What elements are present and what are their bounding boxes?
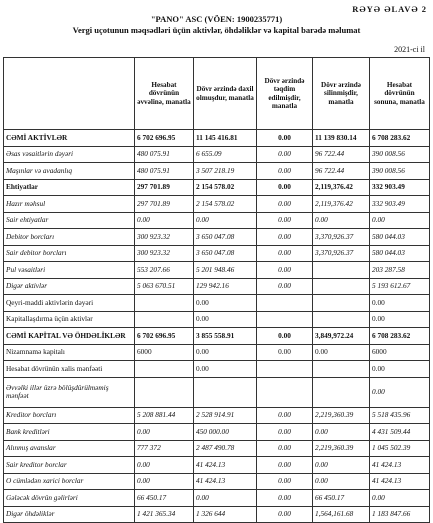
- row-label: Sair debitor borcları: [4, 245, 135, 262]
- cell-value: 0.00: [257, 424, 313, 441]
- cell-value: 2 154 578.02: [194, 179, 257, 196]
- cell-value: 5 518 435.96: [370, 407, 430, 424]
- cell-value: 0.00: [257, 130, 313, 147]
- cell-value: 390 008.56: [370, 163, 430, 180]
- cell-value: 66 450.17: [135, 490, 194, 507]
- cell-value: 5 063 670.51: [135, 278, 194, 295]
- cell-value: 3,370,926.37: [313, 229, 370, 246]
- cell-value: 3 650 047.08: [194, 229, 257, 246]
- cell-value: 0.00: [257, 245, 313, 262]
- table-row: [4, 163, 430, 180]
- table-row: [4, 179, 430, 196]
- table-row: [4, 344, 430, 361]
- cell-value: 1 045 502.39: [370, 440, 430, 457]
- cell-value: 0.00: [370, 311, 430, 328]
- row-label: Ehtiyatlar: [4, 179, 135, 196]
- cell-value: 0.00: [313, 473, 370, 490]
- cell-value: [257, 295, 313, 312]
- table-body: [4, 130, 430, 523]
- cell-value: 1 326 644: [194, 506, 257, 523]
- cell-value: 0.00: [257, 407, 313, 424]
- table-row: [4, 212, 430, 229]
- cell-value: 0.00: [257, 262, 313, 279]
- cell-value: 0.00: [194, 490, 257, 507]
- cell-value: 0.00: [257, 146, 313, 163]
- row-label: Nizamnamə kapitalı: [4, 344, 135, 361]
- cell-value: 553 207.66: [135, 262, 194, 279]
- cell-value: [194, 377, 257, 407]
- column-header: Dövr ərzində silinmişdir, manatla: [313, 58, 370, 130]
- cell-value: 0.00: [257, 163, 313, 180]
- cell-value: 6 655.09: [194, 146, 257, 163]
- cell-value: 3 650 047.08: [194, 245, 257, 262]
- cell-value: 0.00: [257, 179, 313, 196]
- table-row: [4, 130, 430, 147]
- cell-value: 203 287.58: [370, 262, 430, 279]
- row-label: Maşınlar və avadanlıq: [4, 163, 135, 180]
- cell-value: 0.00: [370, 361, 430, 378]
- cell-value: 0.00: [194, 361, 257, 378]
- cell-value: 480 075.91: [135, 163, 194, 180]
- cell-value: 3 507 218.19: [194, 163, 257, 180]
- table-row: [4, 377, 430, 407]
- cell-value: [135, 311, 194, 328]
- cell-value: 0.00: [370, 212, 430, 229]
- cell-value: 41 424.13: [194, 457, 257, 474]
- row-label: Kapitallaşdırma üçün aktivlər: [4, 311, 135, 328]
- cell-value: 3,370,926.37: [313, 245, 370, 262]
- cell-value: 2 487 490.78: [194, 440, 257, 457]
- cell-value: [313, 295, 370, 312]
- cell-value: 0.00: [135, 473, 194, 490]
- cell-value: 480 075.91: [135, 146, 194, 163]
- cell-value: 0.00: [194, 344, 257, 361]
- table-row: [4, 311, 430, 328]
- cell-value: 0.00: [257, 440, 313, 457]
- cell-value: 0.00: [194, 212, 257, 229]
- table-row: [4, 262, 430, 279]
- column-header: [4, 58, 135, 130]
- cell-value: 0.00: [257, 506, 313, 523]
- cell-value: 2,119,376.42: [313, 179, 370, 196]
- cell-value: 0.00: [257, 490, 313, 507]
- cell-value: 0.00: [257, 473, 313, 490]
- cell-value: [135, 377, 194, 407]
- cell-value: 0.00: [313, 457, 370, 474]
- cell-value: 777 372: [135, 440, 194, 457]
- cell-value: 297 701.89: [135, 196, 194, 213]
- cell-value: 297 701.89: [135, 179, 194, 196]
- document-subtitle: Vergi uçotunun məqsədləri üçün aktivlər, öhdəliklər və kapital barədə məlumat: [72, 25, 361, 35]
- row-label: Alınmış avanslar: [4, 440, 135, 457]
- cell-value: 2,119,376.42: [313, 196, 370, 213]
- cell-value: 0.00: [313, 424, 370, 441]
- cell-value: 0.00: [194, 311, 257, 328]
- cell-value: 0.00: [370, 377, 430, 407]
- table-row: [4, 490, 430, 507]
- column-header: Dövr ərzində təqdim edilmişdir, manatla: [257, 58, 313, 130]
- cell-value: 96 722.44: [313, 163, 370, 180]
- cell-value: 1,564,161.68: [313, 506, 370, 523]
- cell-value: 390 008.56: [370, 146, 430, 163]
- cell-value: 580 044.03: [370, 229, 430, 246]
- table-row: [4, 407, 430, 424]
- row-label: CƏMİ AKTİVLƏR: [4, 130, 135, 147]
- cell-value: 11 139 830.14: [313, 130, 370, 147]
- column-header: Hesabat dövrünün əvvəlinə, manatla: [135, 58, 194, 130]
- cell-value: 3,849,972.24: [313, 328, 370, 345]
- cell-value: 0.00: [135, 424, 194, 441]
- table-row: [4, 229, 430, 246]
- cell-value: 332 903.49: [370, 179, 430, 196]
- cell-value: 41 424.13: [370, 473, 430, 490]
- cell-value: 0.00: [257, 457, 313, 474]
- cell-value: 6000: [370, 344, 430, 361]
- row-label: Sair kreditor borclar: [4, 457, 135, 474]
- cell-value: 0.00: [194, 295, 257, 312]
- cell-value: [313, 278, 370, 295]
- cell-value: 6 702 696.95: [135, 328, 194, 345]
- table-row: [4, 295, 430, 312]
- row-label: Digər aktivlər: [4, 278, 135, 295]
- cell-value: 300 923.32: [135, 245, 194, 262]
- cell-value: [257, 311, 313, 328]
- row-label: Sair ehtiyatlar: [4, 212, 135, 229]
- balance-table: [3, 57, 430, 523]
- cell-value: [257, 361, 313, 378]
- cell-value: 5 201 948.46: [194, 262, 257, 279]
- table-row: [4, 361, 430, 378]
- cell-value: 1 183 847.66: [370, 506, 430, 523]
- cell-value: 0.00: [257, 196, 313, 213]
- column-header: Hesabat dövrünün sonuna, manatla: [370, 58, 430, 130]
- cell-value: 0.00: [313, 212, 370, 229]
- row-label: Qeyri-maddi aktivlərin dəyəri: [4, 295, 135, 312]
- cell-value: 0.00: [257, 344, 313, 361]
- cell-value: 2,219,360.39: [313, 440, 370, 457]
- table-row: [4, 506, 430, 523]
- cell-value: 41 424.13: [194, 473, 257, 490]
- cell-value: [313, 377, 370, 407]
- cell-value: 6000: [135, 344, 194, 361]
- cell-value: 0.00: [257, 328, 313, 345]
- cell-value: [313, 262, 370, 279]
- table-row: [4, 424, 430, 441]
- cell-value: [313, 311, 370, 328]
- row-label: Kreditor borcları: [4, 407, 135, 424]
- annex-label: RƏYƏ ƏLAVƏ 2: [352, 4, 427, 14]
- cell-value: 2 528 914.91: [194, 407, 257, 424]
- table-row: [4, 278, 430, 295]
- cell-value: 0.00: [257, 212, 313, 229]
- report-year: 2021-ci il: [394, 45, 425, 54]
- cell-value: [135, 361, 194, 378]
- header-row: [4, 58, 430, 130]
- row-label: Debitor borcları: [4, 229, 135, 246]
- cell-value: 0.00: [135, 212, 194, 229]
- cell-value: 11 145 416.81: [194, 130, 257, 147]
- row-label: Gələcək dövrün gəlirləri: [4, 490, 135, 507]
- cell-value: 4 431 509.44: [370, 424, 430, 441]
- table-row: [4, 473, 430, 490]
- cell-value: 300 923.32: [135, 229, 194, 246]
- row-label: CƏMİ KAPİTAL VƏ ÖHDƏLİKLƏR: [4, 328, 135, 345]
- cell-value: 3 855 558.91: [194, 328, 257, 345]
- cell-value: 41 424.13: [370, 457, 430, 474]
- cell-value: 1 421 365.34: [135, 506, 194, 523]
- cell-value: 0.00: [257, 229, 313, 246]
- cell-value: 450 000.00: [194, 424, 257, 441]
- cell-value: 96 722.44: [313, 146, 370, 163]
- row-label: Əvvəlki illər üzrə bölüşdürülməmiş mənfəət: [4, 377, 135, 407]
- cell-value: 2 154 578.02: [194, 196, 257, 213]
- cell-value: [257, 377, 313, 407]
- document-title: "PANO" ASC (VÖEN: 1900235771): [150, 14, 283, 24]
- cell-value: 5 193 612.67: [370, 278, 430, 295]
- table-row: [4, 196, 430, 213]
- table-row: [4, 146, 430, 163]
- table-row: [4, 457, 430, 474]
- cell-value: 580 044.03: [370, 245, 430, 262]
- cell-value: 129 942.16: [194, 278, 257, 295]
- table-row: [4, 245, 430, 262]
- cell-value: [313, 361, 370, 378]
- cell-value: 0.00: [257, 278, 313, 295]
- row-label: Əsas vəsaitlərin dəyəri: [4, 146, 135, 163]
- row-label: Bank kreditləri: [4, 424, 135, 441]
- column-header: Dövr ərzində daxil olmuşdur, manatla: [194, 58, 257, 130]
- cell-value: [135, 295, 194, 312]
- row-label: Digər öhdəliklər: [4, 506, 135, 523]
- row-label: Pul vəsaitləri: [4, 262, 135, 279]
- table-row: [4, 328, 430, 345]
- cell-value: 6 708 283.62: [370, 130, 430, 147]
- cell-value: 0.00: [313, 344, 370, 361]
- cell-value: 0.00: [370, 295, 430, 312]
- cell-value: 0.00: [370, 490, 430, 507]
- row-label: O cümlədən xarici borclar: [4, 473, 135, 490]
- row-label: Hesabat dövrünün xalis mənfəəti: [4, 361, 135, 378]
- row-label: Hazır məhsul: [4, 196, 135, 213]
- cell-value: 66 450.17: [313, 490, 370, 507]
- cell-value: 6 702 696.95: [135, 130, 194, 147]
- cell-value: 332 903.49: [370, 196, 430, 213]
- cell-value: 0.00: [135, 457, 194, 474]
- cell-value: 5 208 881.44: [135, 407, 194, 424]
- table-row: [4, 440, 430, 457]
- cell-value: 6 708 283.62: [370, 328, 430, 345]
- cell-value: 2,219,360.39: [313, 407, 370, 424]
